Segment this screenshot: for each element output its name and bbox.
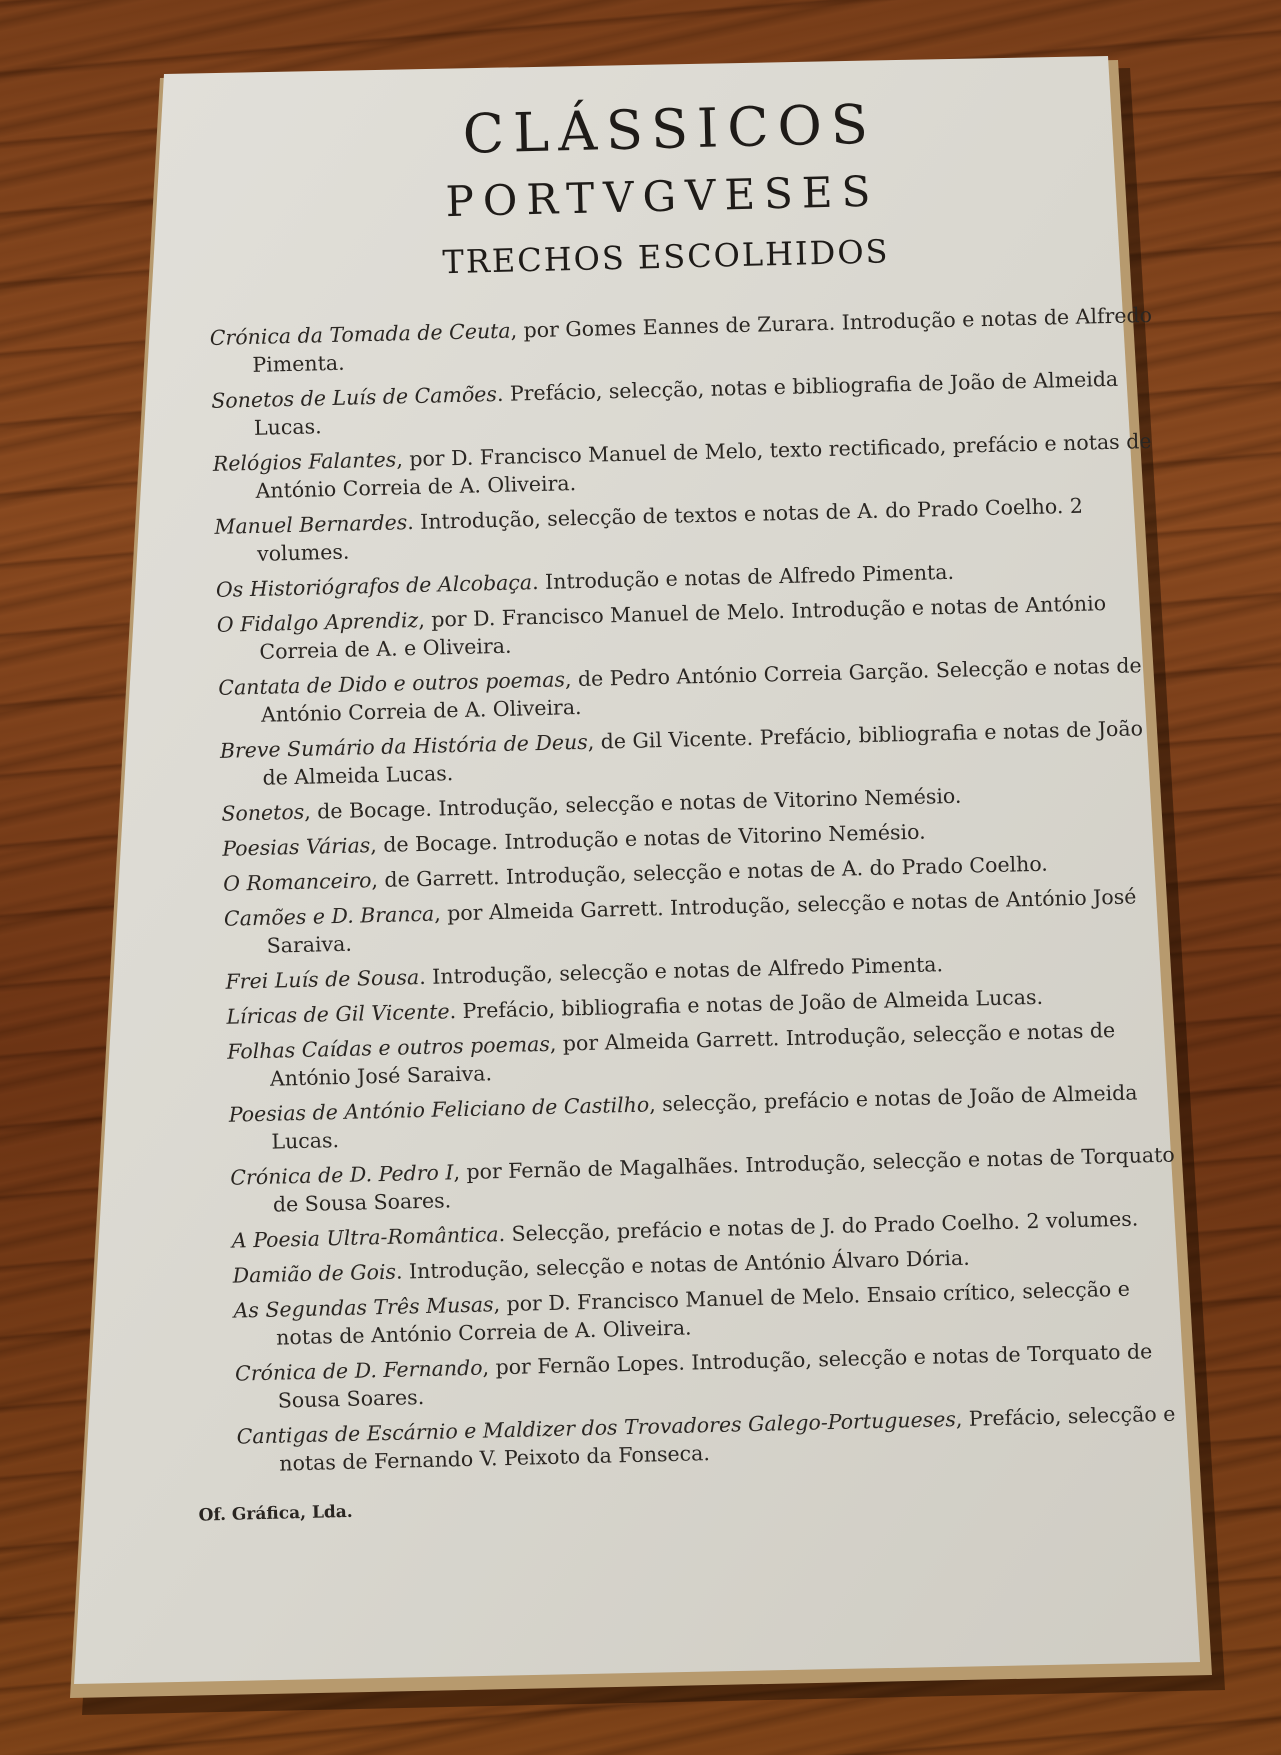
work-details: . Prefácio, selecção, notas e bibliografia de João de Almeida Lucas. — [253, 366, 1119, 440]
work-title: Folhas Caídas e outros poemas — [226, 1031, 551, 1064]
work-details: , Prefácio, selecção e notas de Fernando V. Peixoto da Fonseca. — [279, 1401, 1176, 1476]
series-tagline: TRECHOS ESCOLHIDOS — [441, 232, 890, 282]
work-details: , selecção, prefácio e notas de João de Almeida Lucas. — [271, 1080, 1138, 1154]
work-title: Sonetos de Luís de Camões — [211, 381, 498, 413]
work-title: Damião de Gois — [232, 1259, 397, 1288]
work-title: Manuel Bernardes — [214, 510, 408, 539]
work-details: . Selecção, prefácio e notas de J. do Prado Coelho. 2 volumes. — [498, 1206, 1139, 1247]
work-title: Líricas de Gil Vicente — [226, 999, 450, 1029]
work-details: , de Pedro António Correia Garção. Selecção e notas de António Correia de A. Oliveira. — [260, 653, 1142, 727]
work-title: Sonetos — [221, 799, 305, 826]
work-title: Camões e D. Branca — [223, 901, 435, 931]
work-title: A Poesia Ultra-Romântica — [231, 1222, 499, 1253]
work-title: Os Historiógrafos de Alcobaça — [215, 570, 533, 602]
work-title: Frei Luís de Sousa — [225, 965, 420, 994]
work-title: O Fidalgo Aprendiz — [216, 607, 419, 637]
work-title: Poesias de António Feliciano de Castilho — [228, 1092, 650, 1127]
work-details: , por D. Francisco Manuel de Melo, texto rectificado, prefácio e notas de António Correia de A. Oliveira. — [255, 428, 1152, 503]
work-title: Crónica da Tomada de Ceuta — [209, 318, 511, 350]
printer-imprint: Of. Gráfica, Lda. — [198, 1501, 353, 1526]
work-details: , por Gomes Eannes de Zurara. Introdução e notas de Alfredo Pimenta. — [252, 302, 1153, 377]
work-details: . Introdução, selecção e notas de António Álvaro Dória. — [395, 1245, 970, 1284]
work-details: . Prefácio, bibliografia e notas de João de Almeida Lucas. — [449, 984, 1044, 1024]
cover-text — [160, 83, 1184, 1526]
work-title: Crónica de D. Fernando — [234, 1355, 483, 1386]
work-title: O Romanceiro — [222, 868, 372, 896]
work-title: Cantata de Dido e outros poemas — [218, 667, 566, 700]
titles-list — [165, 301, 1183, 1480]
work-title: Crónica de D. Pedro I — [230, 1160, 454, 1190]
work-details: , por Almeida Garrett. Introdução, selecção e notas de António José Saraiva. — [266, 884, 1137, 958]
work-title: Relógios Falantes — [212, 447, 397, 476]
work-details: , de Bocage. Introdução e notas de Vitorino Nemésio. — [369, 819, 926, 858]
work-details: , de Garrett. Introdução, selecção e notas de A. do Prado Coelho. — [371, 851, 1049, 893]
work-details: , por Fernão de Magalhães. Introdução, selecção e notas de Torquato de Sousa Soares. — [272, 1142, 1175, 1217]
work-details: . Introdução, selecção de textos e notas de A. do Prado Coelho. 2 volumes. — [256, 493, 1084, 566]
series-title: CLÁSSICOS — [462, 92, 878, 166]
work-details: . Introdução e notas de Alfredo Pimenta. — [531, 559, 955, 595]
work-details: . Introdução, selecção e notas de Alfredo Pimenta. — [418, 952, 944, 990]
work-title: Cantigas de Escárnio e Maldizer dos Trovadores Galego-Portugueses — [236, 1407, 957, 1449]
work-details: , de Gil Vicente. Prefácio, bibliografia e notas de João de Almeida Lucas. — [262, 716, 1144, 790]
work-title: Breve Sumário da História de Deus — [219, 729, 588, 763]
work-title: As Segundas Três Musas — [233, 1292, 494, 1323]
work-details: , por D. Francisco Manuel de Melo. Introdução e notas de António Correia de A. e Oliveira. — [259, 591, 1107, 664]
work-details: , de Bocage. Introdução, selecção e notas de Vitorino Nemésio. — [303, 783, 962, 824]
series-subtitle: PORTVGVESES — [445, 166, 880, 227]
work-details: , por Almeida Garrett. Introdução, selecção e notas de António José Saraiva. — [269, 1018, 1116, 1091]
work-details: , por Fernão Lopes. Introdução, selecção e notas de Torquato de Sousa Soares. — [277, 1339, 1153, 1413]
work-details: , por D. Francisco Manuel de Melo. Ensaio crítico, selecção e notas de António Correia de A. Oliveira. — [275, 1276, 1131, 1350]
work-title: Poesias Várias — [221, 833, 371, 861]
